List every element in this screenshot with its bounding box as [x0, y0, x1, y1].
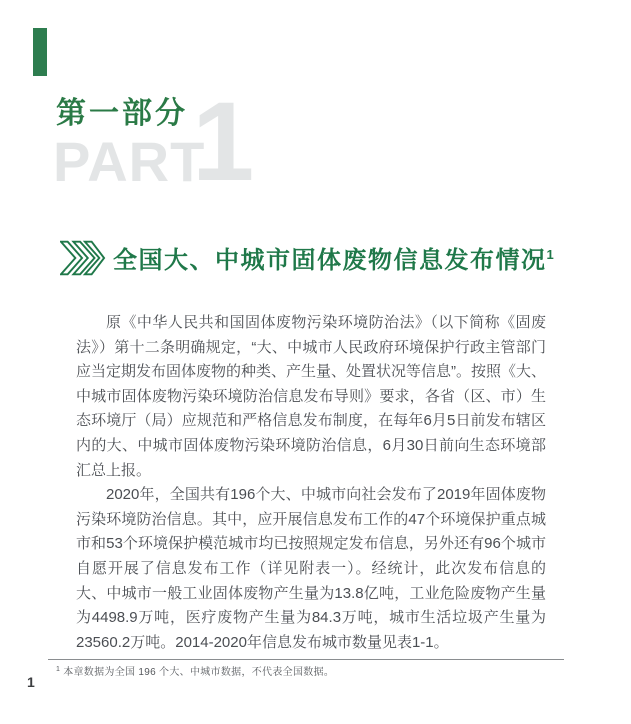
- footnote-divider: [48, 659, 564, 660]
- body-text-block: [76, 311, 546, 655]
- section-title-footnote-marker: 1: [546, 247, 554, 262]
- page-number: 1: [27, 674, 35, 690]
- footnote-marker: 1: [56, 665, 61, 673]
- part-title-english: PART: [53, 130, 206, 193]
- footnote: [56, 663, 334, 678]
- section-heading-row: [60, 236, 600, 280]
- part-number: 1: [192, 79, 255, 204]
- paragraph-2: 2020年，全国共有196个大、中城市向社会发布了2019年固体废物污染环境防治信息。其中，应开展信息发布工作的47个环境保护重点城市和53个环境保护模范城市均已按照规定发布信息，另外还有96个城市自愿开展了信息发布工作（详见附表一）。经统计，此次发布信息的大、中城市一般工业固体废物产生量为13.8亿吨，工业危险废物产生量为4498.9万吨，医疗废物产生量为84.3万吨，城市生活垃圾产生量为23560.2万吨。2014-2020年信息发布城市数量见表1-1。: [76, 486, 546, 651]
- triple-chevron-icon: [60, 239, 106, 277]
- footnote-text: 本章数据为全国 196 个大、中城市数据，不代表全国数据。: [63, 667, 335, 678]
- corner-accent-bar: [33, 28, 47, 76]
- section-title-text: 全国大、中城市固体废物信息发布情况: [113, 247, 547, 274]
- paragraph-1: 原《中华人民共和国固体废物污染环境防治法》（以下简称《固废法》）第十二条明确规定，“大、中城市人民政府环境保护行政主管部门应当定期发布固体废物的种类、产生量、处置状况等信息”。按照《大、中城市固体废物污染环境防治信息发布导则》要求，各省（区、市）生态环境厅（局）应规范和严格信息发布制度，在每年6月5日前发布辖区内的大、中城市固体废物污染环境防治信息，6月30日前向生态环境部汇总上报。: [76, 314, 546, 479]
- part-title-chinese: 第一部分: [56, 97, 188, 130]
- section-title: [113, 236, 554, 280]
